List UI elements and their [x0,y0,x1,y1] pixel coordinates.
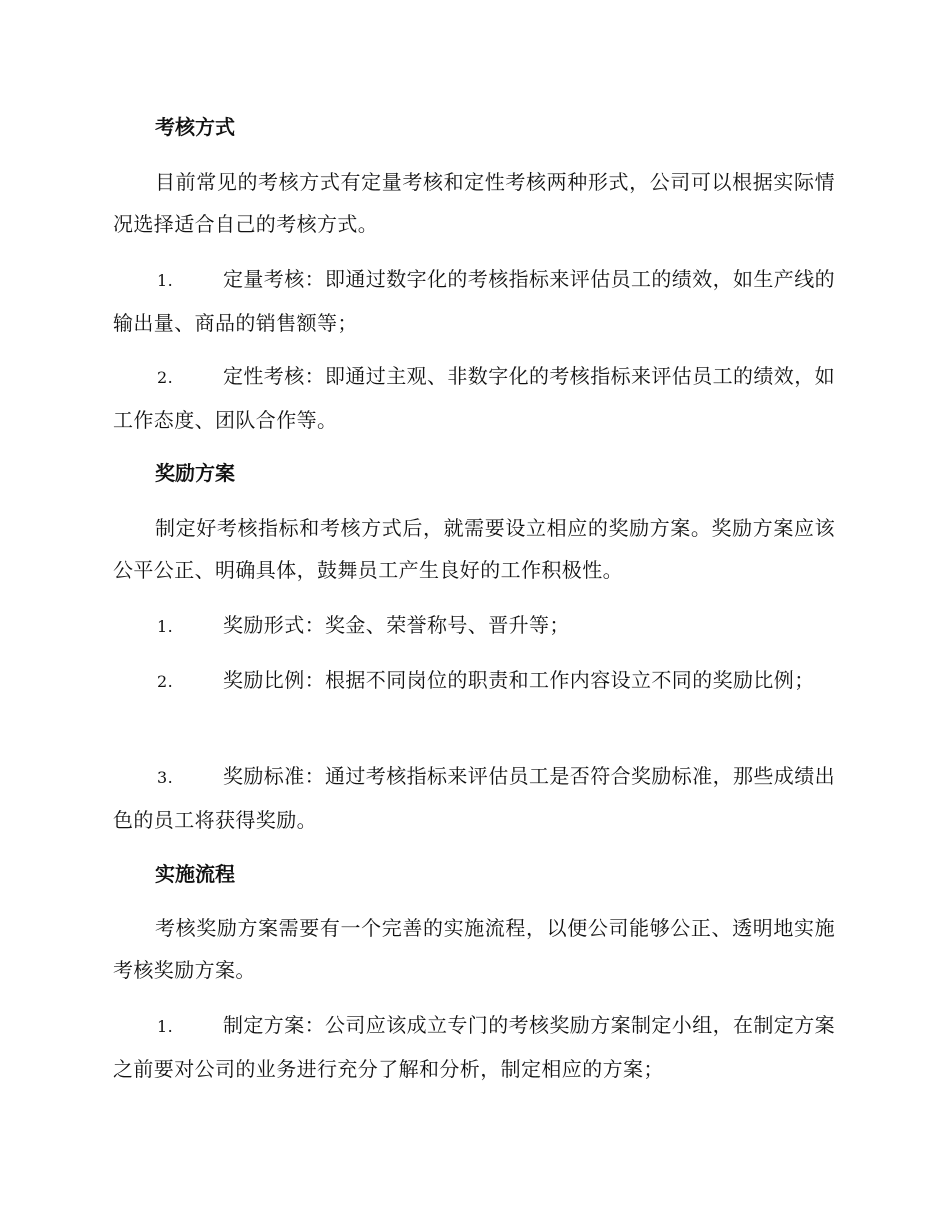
list-item-number: 3. [157,768,174,787]
section-paragraph: 考核奖励方案需要有一个完善的实施流程，以便公司能够公正、透明地实施考核奖励方案。 [113,916,835,982]
section-paragraph: 制定好考核指标和考核方式后，就需要设立相应的奖励方案。奖励方案应该公平公正、明确具体，鼓舞员工产生良好的工作积极性。 [113,516,835,582]
list-item [113,659,835,703]
section-heading: 考核方式 [155,115,235,139]
section-heading: 实施流程 [155,862,235,886]
list-item-text: 奖励标准：通过考核指标来评估员工是否符合奖励标准，那些成绩出色的员工将获得奖励。 [113,764,835,832]
list-item-text: 制定方案：公司应该成立专门的考核奖励方案制定小组，在制定方案之前要对公司的业务进行充分了解和分析，制定相应的方案； [113,1013,835,1081]
list-item-number: 1. [157,271,174,290]
list-item-text: 奖励形式：奖金、荣誉称号、晋升等； [223,613,570,637]
list-item [113,1004,835,1090]
list-item-number: 1. [157,617,174,636]
list-item-text: 定量考核：即通过数字化的考核指标来评估员工的绩效，如生产线的输出量、商品的销售额等； [113,267,835,335]
list-item [113,258,835,344]
list-item-number: 2. [157,672,174,691]
section-paragraph: 目前常见的考核方式有定量考核和定性考核两种形式，公司可以根据实际情况选择适合自己的考核方式。 [113,170,835,236]
list-item-text: 奖励比例：根据不同岗位的职责和工作内容设立不同的奖励比例； [223,668,815,692]
list-item [113,755,835,841]
list-item-number: 1. [157,1017,174,1036]
section-heading: 奖励方案 [155,461,235,485]
list-item-text: 定性考核：即通过主观、非数字化的考核指标来评估员工的绩效，如工作态度、团队合作等。 [113,364,835,432]
list-item [113,604,835,648]
list-item [113,355,835,441]
list-item-number: 2. [157,368,174,387]
